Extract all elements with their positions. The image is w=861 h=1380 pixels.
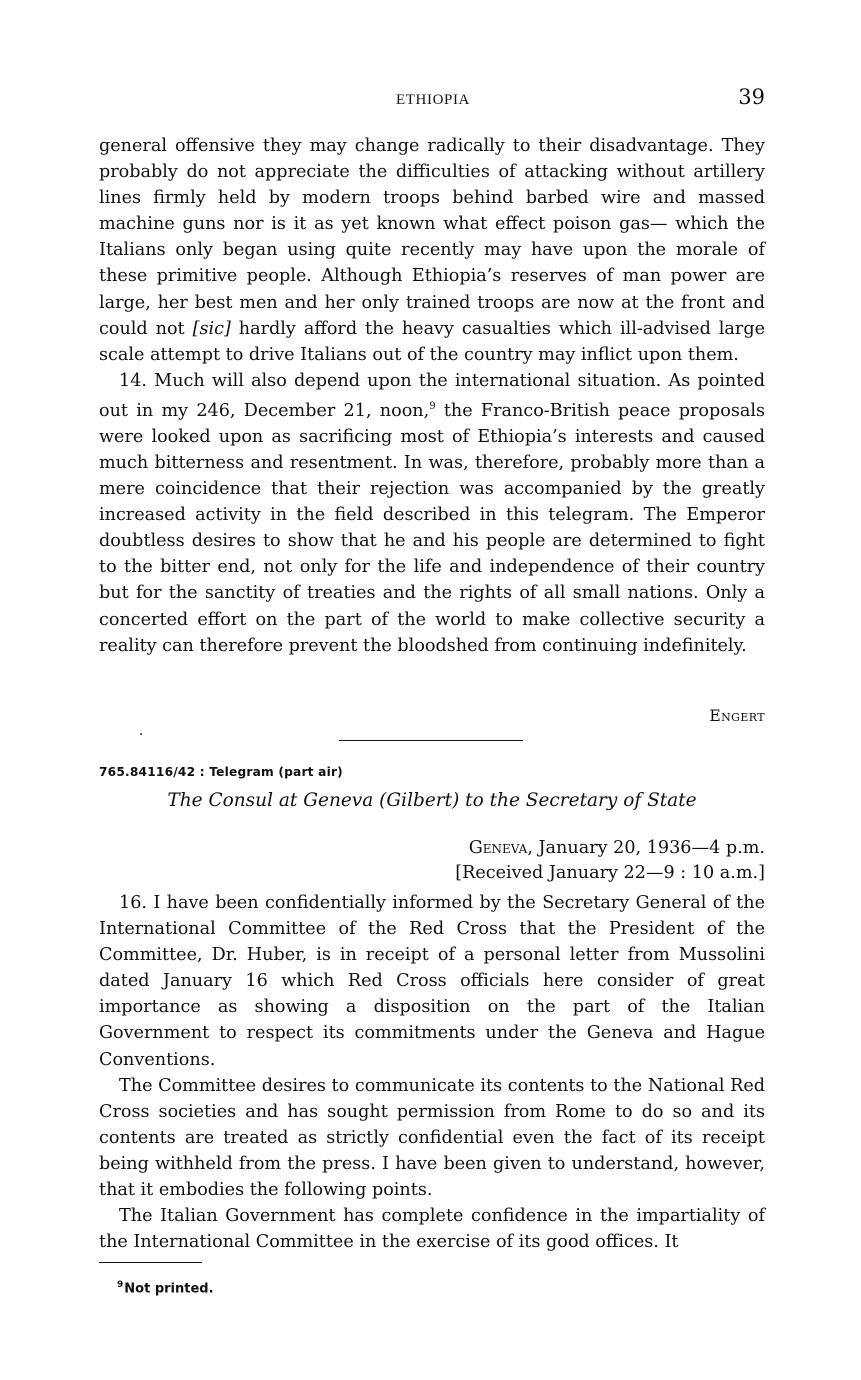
file-reference: 765.84116/42 : Telegram (part air): [99, 765, 343, 779]
telegram-text: [99, 890, 765, 1255]
running-title: ETHIOPIA: [396, 92, 470, 108]
dateline: [469, 838, 765, 858]
paragraph-16: 16. I have been confidentially informed by the Secretary General of the International Committee of the Red Cross that the President of the Committee, Dr. Huber, is in receipt of a personal letter from Mussolini dated January 16 which Red Cross officials here consider of great importance as showing a disposition on the part of the Italian Government to respect its commitments under the Geneva and Hague Conventions.: [99, 893, 765, 1070]
footnote: [117, 1280, 214, 1296]
footnote-reference: 9: [429, 400, 436, 412]
running-head: [99, 85, 767, 114]
dateline-date: , January 20, 1936—4 p.m.: [527, 838, 765, 858]
paragraph-text: general offensive they may change radically to their disadvantage. They probably do not appreciate the difficulties of attacking without artillery lines firmly held by modern troops behind barbed wire and massed machine guns nor is it as yet known what effect poison gas— which the Italians only began using quite recently may have upon the morale of these primitive people. Although Ethiopia’s reserves of man power are large, her best men and her only trained troops are now at the front and could not: [99, 136, 765, 339]
paragraph-text: hardly afford the heavy casualties which ill-advised large scale attempt to drive Italians out of the country may inflict upon them.: [99, 318, 765, 365]
continued-telegram-text: [99, 133, 765, 659]
section-divider: [339, 740, 523, 741]
paragraph: The Italian Government has complete confidence in the impartiality of the International Committee in the exercise of its good offices. It: [99, 1206, 765, 1253]
document-heading: The Consul at Geneva (Gilbert) to the Secretary of State: [167, 790, 697, 811]
footnote-text: Not printed.: [124, 1281, 214, 1297]
paragraph: The Committee desires to communicate its contents to the National Red Cross societies and has sought permission from Rome to do so and its contents are treated as strictly confidential even the fact of its receipt being withheld from the press. I have been given to understand, however, that it embodies the following points.: [99, 1075, 765, 1201]
footnote-marker: 9: [117, 1280, 124, 1290]
paragraph: [99, 133, 765, 368]
print-speck: [140, 733, 142, 735]
paragraph-14: [99, 368, 765, 659]
dateline-place: Geneva: [468, 838, 528, 858]
received-line: [Received January 22—9 : 10 a.m.]: [455, 863, 765, 883]
paragraph-text: 14. Much will also depend upon the international situation. As pointed out in my 246, December 21, noon,: [99, 370, 765, 421]
footnote-divider: [99, 1262, 202, 1263]
sic-annotation: [sic]: [192, 318, 231, 339]
page-number: 39: [738, 85, 765, 109]
signature: Engert: [709, 707, 765, 725]
paragraph-text: the Franco-British peace proposals were looked upon as sacrificing most of Ethiopia’s interests and caused much bitterness and resentment. In was, therefore, probably more than a mere coincidence that their rejection was accompanied by the greatly increased activity in the field described in this telegram. The Emperor doubtless desires to show that he and his people are determined to fight to the bitter end, not only for the life and independence of their country but for the sanctity of treaties and the rights of all small nations. Only a concerted effort on the part of the world to make collective security a reality can therefore prevent the bloodshed from continuing indefinitely.: [99, 400, 765, 656]
